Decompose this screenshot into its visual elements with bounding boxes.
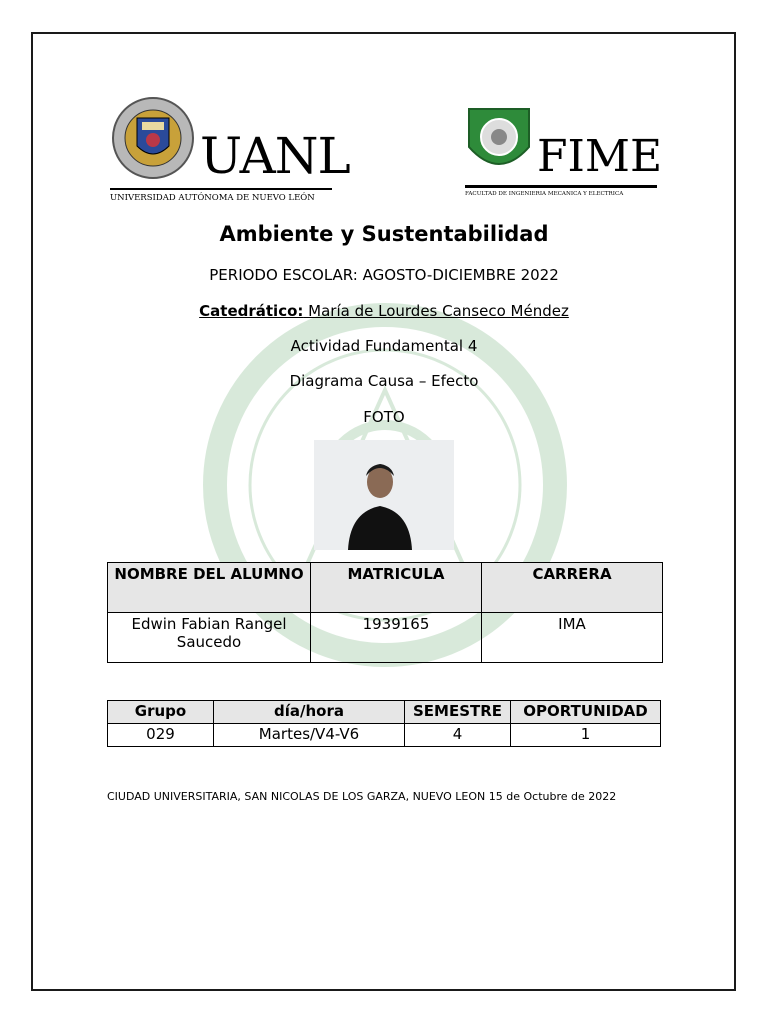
grupo-cell: 029 [108,724,214,747]
table-header-row [108,563,663,613]
uanl-logo [110,96,350,206]
course-title: Ambiente y Sustentabilidad [219,222,549,246]
dia-hora-cell: Martes/V4-V6 [214,724,405,747]
fime-seal-icon [463,101,535,179]
professor-name: María de Lourdes Canseco Méndez [303,302,569,320]
uanl-seal-icon [110,96,196,180]
student-photo [314,440,454,550]
professor-label: Catedrático: [199,302,304,320]
student-name-cell: Edwin Fabian Rangel Saucedo [108,613,311,663]
uanl-subtitle: UNIVERSIDAD AUTÓNOMA DE NUEVO LEÓN [110,188,332,203]
fime-subtitle: FACULTAD DE INGENIERIA MECANICA Y ELECTRICA [465,185,657,197]
fime-logo [455,95,665,207]
student-info-table [107,562,663,663]
column-header: MATRICULA [311,563,482,613]
uanl-acronym: UANL [200,127,350,185]
column-header: Grupo [108,701,214,724]
matricula-cell: 1939165 [311,613,482,663]
activity-name: Actividad Fundamental 4 [290,337,478,355]
group-info-table [107,700,661,747]
table-row [108,724,661,747]
table-header-row [108,701,661,724]
column-header: OPORTUNIDAD [511,701,661,724]
oportunidad-cell: 1 [511,724,661,747]
photo-label: FOTO [363,408,405,426]
professor-line [0,302,768,320]
fime-acronym: FIME [537,131,663,182]
semestre-cell: 4 [405,724,511,747]
column-header: NOMBRE DEL ALUMNO [108,563,311,613]
column-header: día/hora [214,701,405,724]
column-header: CARRERA [482,563,663,613]
column-header: SEMESTRE [405,701,511,724]
diagram-name: Diagrama Causa – Efecto [289,372,479,390]
carrera-cell: IMA [482,613,663,663]
footer-location-date: CIUDAD UNIVERSITARIA, SAN NICOLAS DE LOS GARZA, NUEVO LEON 15 de Octubre de 2022 [107,790,617,803]
school-period: PERIODO ESCOLAR: AGOSTO-DICIEMBRE 2022 [209,266,559,284]
table-row [108,613,663,663]
